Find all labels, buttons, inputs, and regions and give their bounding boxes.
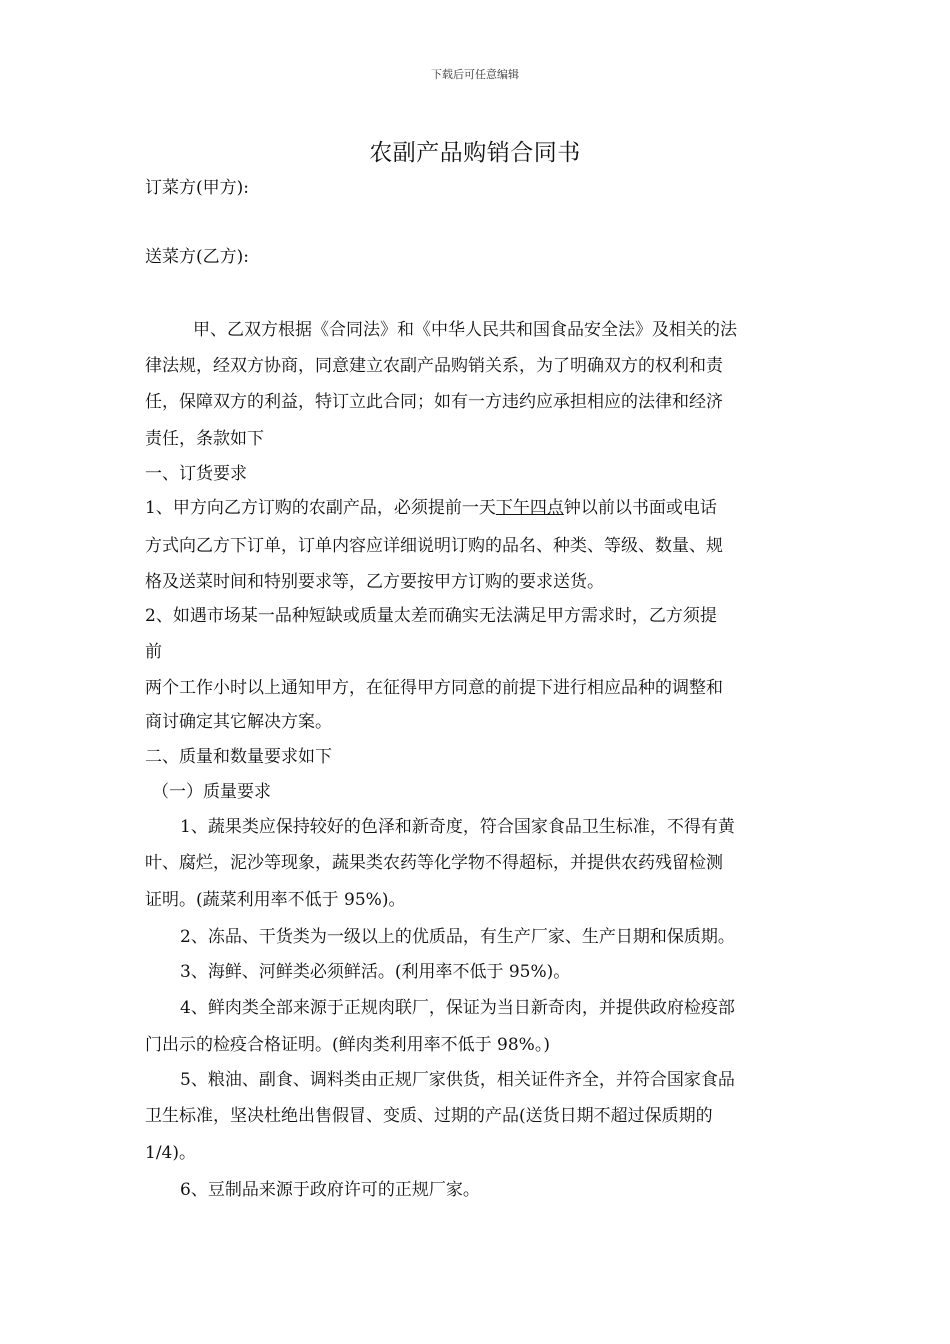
quality-item-line: 2、冻品、干货类为一级以上的优质品，有生产厂家、生产日期和保质期。 (180, 927, 735, 947)
quality-item-line: 卫生标准，坚决杜绝出售假冒、变质、过期的产品(送货日期不超过保质期的 (145, 1106, 713, 1126)
document-title: 农副产品购销合同书 (369, 140, 581, 166)
clause-1-line: 格及送菜时间和特别要求等，乙方要按甲方订购的要求送货。 (145, 572, 604, 592)
section-heading: 一、订货要求 (145, 464, 247, 484)
clause-2-line: 商讨确定其它解决方案。 (145, 712, 332, 732)
preamble-line: 律法规，经双方协商，同意建立农副产品购销关系，为了明确双方的权利和责 (145, 356, 723, 376)
section-heading: 二、质量和数量要求如下 (145, 747, 332, 767)
quality-item-line: 5、粮油、副食、调料类由正规厂家供货，相关证件齐全，并符合国家食品 (180, 1070, 735, 1090)
clause-2-line: 2、如遇市场某一品种短缺或质量太差而确实无法满足甲方需求时，乙方须提 (145, 606, 717, 626)
quality-item-line: 3、海鲜、河鲜类必须鲜活。(利用率不低于 95%)。 (180, 962, 571, 982)
quality-item-line: 证明。(蔬菜利用率不低于 95%)。 (145, 890, 406, 910)
header-note: 下载后可任意编辑 (431, 68, 519, 81)
quality-item-line: 门出示的检疫合格证明。(鲜肉类利用率不低于 98%。) (145, 1035, 550, 1055)
party-b-label: 送菜方(乙方): (145, 247, 249, 267)
clause-1-line: 方式向乙方下订单，订单内容应详细说明订购的品名、种类、等级、数量、规 (145, 536, 723, 556)
preamble-line: 任，保障双方的利益，特订立此合同；如有一方违约应承担相应的法律和经济 (145, 392, 723, 412)
quality-item-line: 6、豆制品来源于政府许可的正规厂家。 (180, 1180, 480, 1200)
clause-2-line: 前 (145, 642, 162, 662)
quality-item-line: 1、蔬果类应保持较好的色泽和新奇度，符合国家食品卫生标准，不得有黄 (180, 817, 735, 837)
preamble-line: 甲、乙双方根据《合同法》和《中华人民共和国食品安全法》及相关的法 (193, 320, 737, 340)
quality-item-line: 1/4)。 (145, 1143, 196, 1163)
sub-heading: （一）质量要求 (152, 782, 271, 802)
clause-1-line (145, 496, 717, 520)
clause-text: 钟以前以书面或电话 (563, 498, 717, 518)
quality-item-line: 4、鲜肉类全部来源于正规肉联厂，保证为当日新奇肉，并提供政府检疫部 (180, 998, 735, 1018)
clause-2-line: 两个工作小时以上通知甲方，在征得甲方同意的前提下进行相应品种的调整和 (145, 678, 723, 698)
party-a-label: 订菜方(甲方): (145, 178, 249, 198)
preamble-line: 责任，条款如下 (145, 429, 264, 449)
clause-text: 1、甲方向乙方订购的农副产品，必须提前一天 (145, 498, 496, 518)
quality-item-line: 叶、腐烂，泥沙等现象，蔬果类农药等化学物不得超标，并提供农药残留检测 (145, 853, 723, 873)
deadline-underlined: 下午四点 (495, 498, 564, 518)
